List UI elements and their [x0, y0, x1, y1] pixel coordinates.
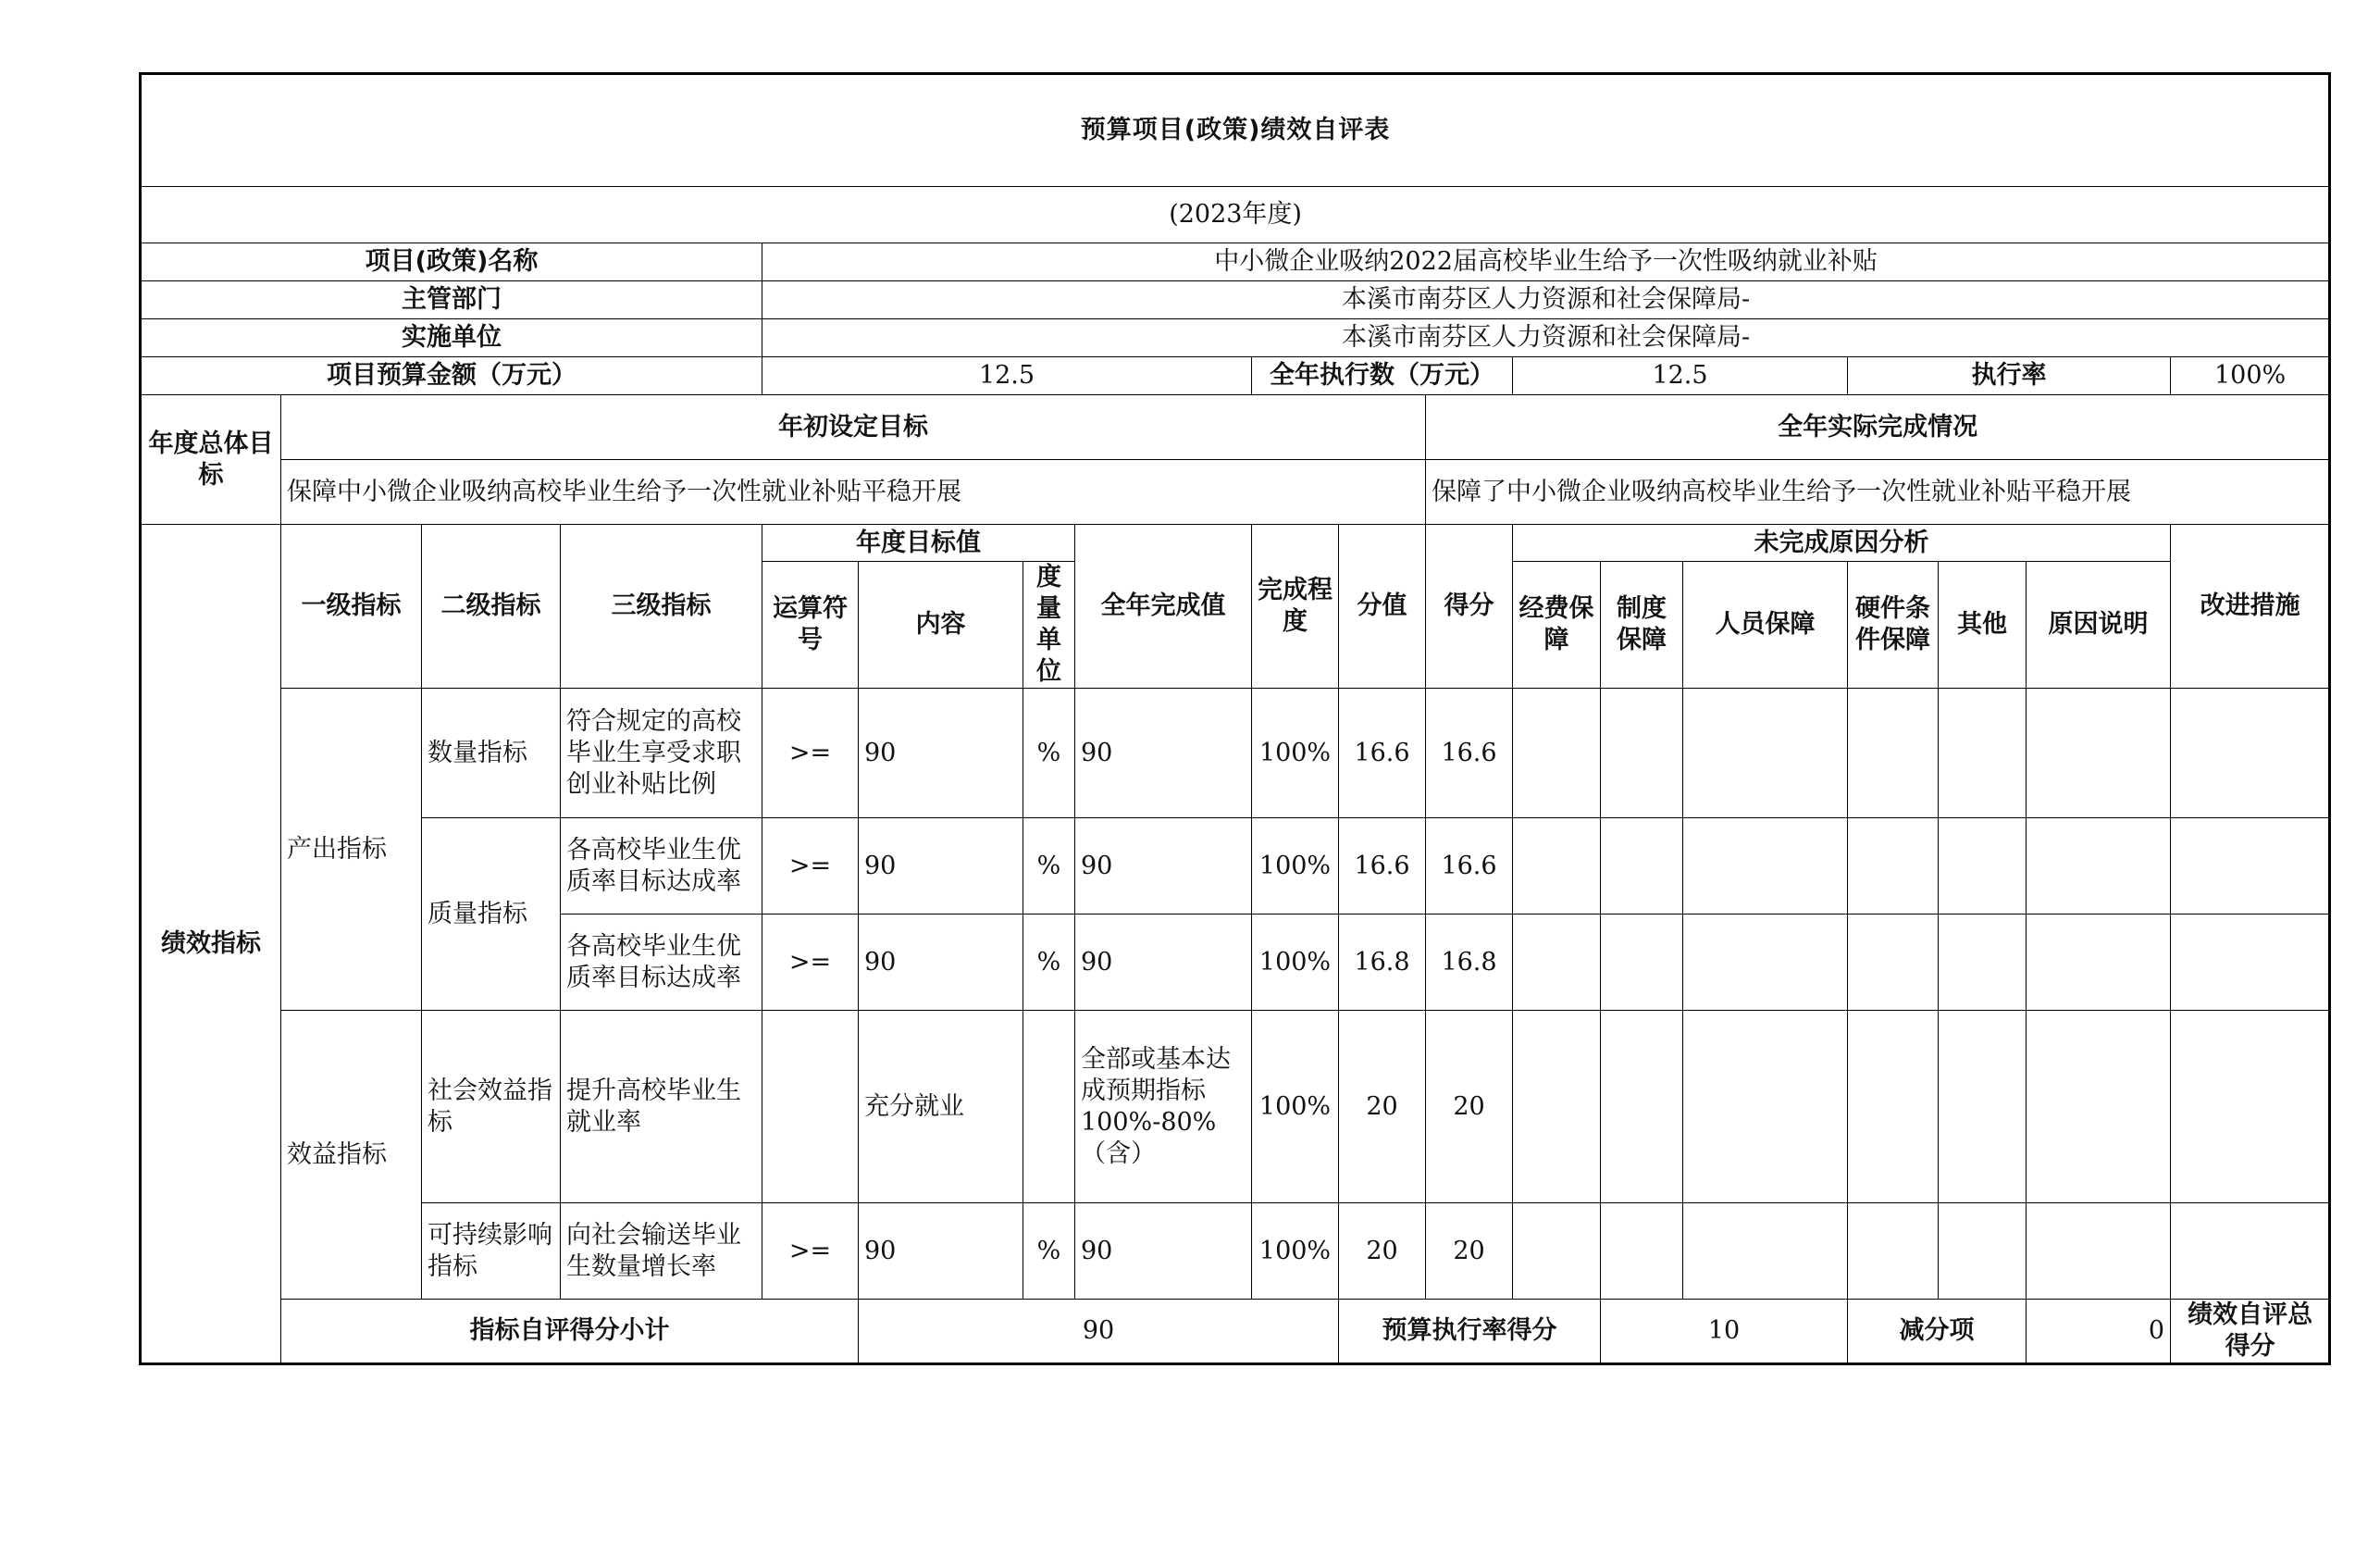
unit-cell: %: [1023, 818, 1075, 915]
score-cell: 20: [1339, 1011, 1426, 1203]
evaluation-table: [139, 72, 2331, 1365]
sub-sustain: 可持续影响指标: [422, 1203, 561, 1300]
content-cell: 90: [859, 689, 1023, 818]
level3-cell: 各高校毕业生优质率目标达成率: [561, 915, 762, 1011]
rate-label: 执行率: [1848, 357, 2171, 395]
operator-cell: [762, 1011, 859, 1203]
content-cell: 充分就业: [859, 1011, 1023, 1203]
level3-cell: 符合规定的高校毕业生享受求职创业补贴比例: [561, 689, 762, 818]
got-cell: 16.8: [1426, 915, 1513, 1011]
header-reason-system: 制度保障: [1601, 562, 1683, 689]
goal-row-label: 年度总体目标: [141, 395, 281, 525]
header-actual: 全年完成值: [1075, 525, 1252, 689]
subtotal-label: 指标自评得分小计: [281, 1300, 859, 1364]
actual-cell: 90: [1075, 689, 1252, 818]
total-label: 绩效自评总得分: [2171, 1300, 2330, 1364]
operator-cell: >=: [762, 1203, 859, 1300]
level3-cell: 向社会输送毕业生数量增长率: [561, 1203, 762, 1300]
unit-value: 本溪市南芬区人力资源和社会保障局-: [762, 319, 2330, 357]
degree-cell: 100%: [1252, 1203, 1339, 1300]
form-year: (2023年度): [141, 187, 2330, 243]
content-cell: 90: [859, 915, 1023, 1011]
planned-goal-text: 保障中小微企业吸纳高校毕业生给予一次性就业补贴平稳开展: [281, 460, 1426, 525]
header-score: 分值: [1339, 525, 1426, 689]
dept-value: 本溪市南芬区人力资源和社会保障局-: [762, 281, 2330, 319]
project-name-label: 项目(政策)名称: [141, 243, 762, 281]
header-got: 得分: [1426, 525, 1513, 689]
actual-cell: 90: [1075, 818, 1252, 915]
table-row: [141, 689, 2330, 818]
subtotal-value: 90: [859, 1300, 1339, 1364]
deduct-value: 0: [2027, 1300, 2171, 1364]
header-level1: 一级指标: [281, 525, 422, 689]
got-cell: 20: [1426, 1011, 1513, 1203]
header-reason-other: 其他: [1939, 562, 2027, 689]
deduct-label: 减分项: [1848, 1300, 2027, 1364]
header-degree: 完成程度: [1252, 525, 1339, 689]
sub-quantity: 数量指标: [422, 689, 561, 818]
header-annual-target: 年度目标值: [762, 525, 1075, 562]
got-cell: 16.6: [1426, 689, 1513, 818]
header-reason-group: 未完成原因分析: [1513, 525, 2171, 562]
header-level2: 二级指标: [422, 525, 561, 689]
operator-cell: >=: [762, 915, 859, 1011]
budget-score-value: 10: [1601, 1300, 1848, 1364]
content-cell: 90: [859, 818, 1023, 915]
level3-cell: 各高校毕业生优质率目标达成率: [561, 818, 762, 915]
score-cell: 20: [1339, 1203, 1426, 1300]
table-row: [141, 1011, 2330, 1203]
budget-score-label: 预算执行率得分: [1339, 1300, 1601, 1364]
actual-goal-text: 保障了中小微企业吸纳高校毕业生给予一次性就业补贴平稳开展: [1426, 460, 2330, 525]
actual-cell: 90: [1075, 1203, 1252, 1300]
got-cell: 20: [1426, 1203, 1513, 1300]
score-cell: 16.8: [1339, 915, 1426, 1011]
degree-cell: 100%: [1252, 689, 1339, 818]
planned-goal-header: 年初设定目标: [281, 395, 1426, 460]
indicator-row-label: 绩效指标: [141, 525, 281, 1364]
content-cell: 90: [859, 1203, 1023, 1300]
unit-cell: %: [1023, 915, 1075, 1011]
unit-label: 实施单位: [141, 319, 762, 357]
got-cell: 16.6: [1426, 818, 1513, 915]
header-level3: 三级指标: [561, 525, 762, 689]
degree-cell: 100%: [1252, 818, 1339, 915]
table-row: [141, 818, 2330, 915]
budget-label: 项目预算金额（万元）: [141, 357, 762, 395]
degree-cell: 100%: [1252, 1011, 1339, 1203]
actual-goal-header: 全年实际完成情况: [1426, 395, 2330, 460]
unit-cell: %: [1023, 689, 1075, 818]
header-reason-fund: 经费保障: [1513, 562, 1601, 689]
header-content: 内容: [859, 562, 1023, 689]
dept-label: 主管部门: [141, 281, 762, 319]
header-operator: 运算符号: [762, 562, 859, 689]
actual-cell: 全部或基本达成预期指标100%-80%（含）: [1075, 1011, 1252, 1203]
header-reason-staff: 人员保障: [1683, 562, 1848, 689]
self-evaluation-form: [139, 72, 2313, 1365]
exec-value: 12.5: [1513, 357, 1848, 395]
operator-cell: >=: [762, 818, 859, 915]
level3-cell: 提升高校毕业生就业率: [561, 1011, 762, 1203]
unit-cell: %: [1023, 1203, 1075, 1300]
sub-social: 社会效益指标: [422, 1011, 561, 1203]
header-unit: 度量单位: [1023, 562, 1075, 689]
exec-label: 全年执行数（万元）: [1252, 357, 1513, 395]
header-reason-hardware: 硬件条件保障: [1848, 562, 1939, 689]
header-reason-note: 原因说明: [2027, 562, 2171, 689]
sub-quality: 质量指标: [422, 818, 561, 1011]
form-title: 预算项目(政策)绩效自评表: [141, 74, 2330, 187]
score-cell: 16.6: [1339, 818, 1426, 915]
operator-cell: >=: [762, 689, 859, 818]
unit-cell: [1023, 1011, 1075, 1203]
actual-cell: 90: [1075, 915, 1252, 1011]
group-benefit: 效益指标: [281, 1011, 422, 1300]
table-row: [141, 1203, 2330, 1300]
budget-value: 12.5: [762, 357, 1252, 395]
group-output: 产出指标: [281, 689, 422, 1011]
rate-value: 100%: [2171, 357, 2330, 395]
header-improve: 改进措施: [2171, 525, 2330, 689]
degree-cell: 100%: [1252, 915, 1339, 1011]
project-name-value: 中小微企业吸纳2022届高校毕业生给予一次性吸纳就业补贴: [762, 243, 2330, 281]
score-cell: 16.6: [1339, 689, 1426, 818]
